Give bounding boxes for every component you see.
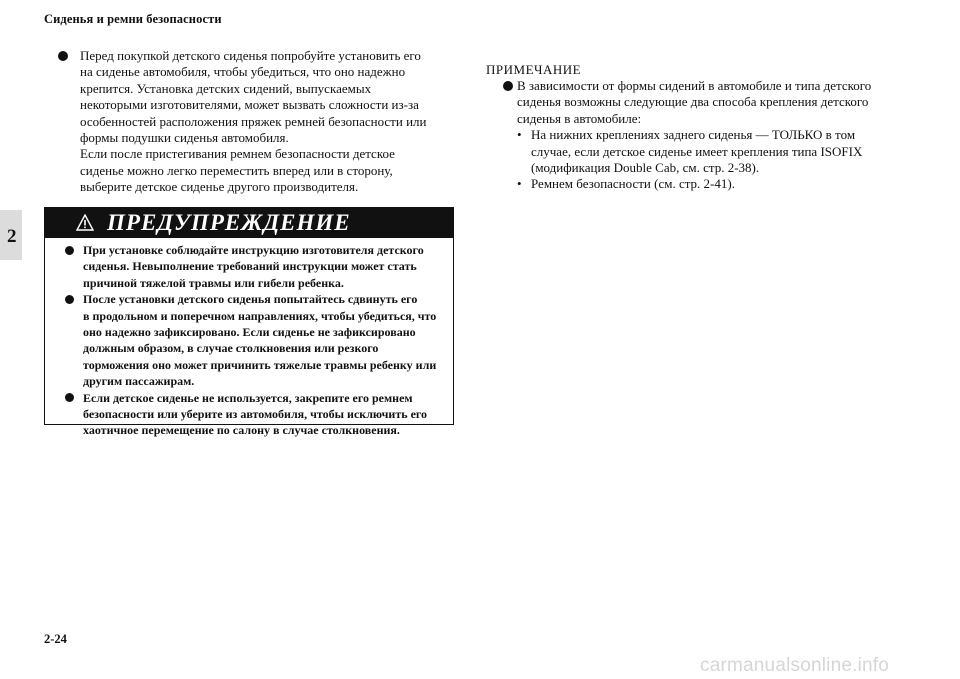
note-bullet — [486, 78, 906, 193]
warning-box — [44, 207, 454, 438]
warning-line: другим пассажирам. — [83, 374, 195, 389]
warning-line: торможения оно может причинить тяжелые травмы ребенку или — [83, 357, 437, 372]
page-header-title: Сиденья и ремни безопасности — [44, 12, 222, 26]
bullet-dot-icon — [65, 393, 74, 402]
warning-items — [65, 242, 445, 439]
left-column — [58, 48, 458, 196]
warning-item — [65, 390, 445, 439]
warning-triangle-icon — [76, 214, 94, 231]
bullet-dot-icon — [65, 295, 74, 304]
warning-line: должным образом, в случае столкновения или резкого — [83, 341, 379, 356]
intro-line: на сиденье автомобиля, чтобы убедиться, что оно надежно — [80, 64, 406, 80]
chapter-number: 2 — [7, 226, 17, 247]
warning-header — [45, 208, 453, 238]
note-sub-item — [517, 176, 906, 192]
bullet-dot-icon — [65, 246, 74, 255]
sub-bullet-mark: • — [517, 176, 522, 192]
warning-title: ПРЕДУПРЕЖДЕНИЕ — [107, 210, 351, 235]
note-sub-item — [517, 127, 906, 176]
watermark: carmanualsonline.info — [700, 655, 890, 676]
intro-line: крепится. Установка детских сидений, выпускаемых — [80, 80, 372, 96]
bullet-dot-icon — [503, 81, 513, 91]
warning-line: После установки детского сиденья попытайтесь сдвинуть его — [83, 292, 418, 307]
warning-item — [65, 242, 445, 291]
warning-line: При установке соблюдайте инструкцию изготовителя детского — [83, 243, 424, 257]
warning-line: сиденья. Невыполнение требований инструкции может стать — [83, 259, 417, 274]
right-column — [486, 62, 906, 193]
intro-line: некоторыми изготовителями, может вызвать сложности из-за — [80, 97, 419, 113]
intro-bullet — [58, 48, 458, 196]
note-line: сиденья возможны следующие два способа крепления детского — [517, 94, 869, 110]
intro-line: особенностей расположения пряжек ремней безопасности или — [80, 113, 427, 129]
intro-line: формы подушки сиденья автомобиля. — [80, 130, 289, 146]
note-sub-line: (модификация Double Cab, см. стр. 2-38). — [531, 160, 760, 176]
note-line: В зависимости от формы сидений в автомобиле и типа детского — [517, 78, 872, 93]
warning-item — [65, 291, 445, 389]
note-sub-line: Ремнем безопасности (см. стр. 2-41). — [531, 176, 735, 192]
intro-line: выберите детское сиденье другого производителя. — [80, 179, 359, 195]
note-sub-line: На нижних креплениях заднего сиденья — ТОЛЬКО в том — [531, 127, 856, 143]
warning-line: безопасности или уберите из автомобиля, чтобы исключить его — [83, 407, 428, 422]
intro-line: Перед покупкой детского сиденья попробуйте установить его — [80, 48, 421, 63]
bullet-dot-icon — [58, 51, 68, 61]
page-number: 2-24 — [44, 632, 67, 646]
intro-line: Если после пристегивания ремнем безопасности детское — [80, 146, 395, 162]
note-sub-line: случае, если детское сиденье имеет крепления типа ISOFIX — [531, 143, 863, 159]
intro-line: сиденье можно легко переместить вперед или в сторону, — [80, 162, 393, 178]
warning-line: оно надежно зафиксировано. Если сиденье не зафиксировано — [83, 325, 416, 340]
warning-line: в продольном и поперечном направлениях, чтобы убедиться, что — [83, 308, 437, 323]
warning-line: хаотичное перемещение по салону в случае столкновения. — [83, 423, 400, 438]
warning-line: причиной тяжелой травмы или гибели ребенка. — [83, 275, 344, 290]
sub-bullet-mark: • — [517, 127, 522, 143]
warning-line: Если детское сиденье не используется, закрепите его ремнем — [83, 390, 413, 405]
note-line: сиденья в автомобиле: — [517, 110, 642, 126]
note-title: ПРИМЕЧАНИЕ — [486, 62, 582, 77]
